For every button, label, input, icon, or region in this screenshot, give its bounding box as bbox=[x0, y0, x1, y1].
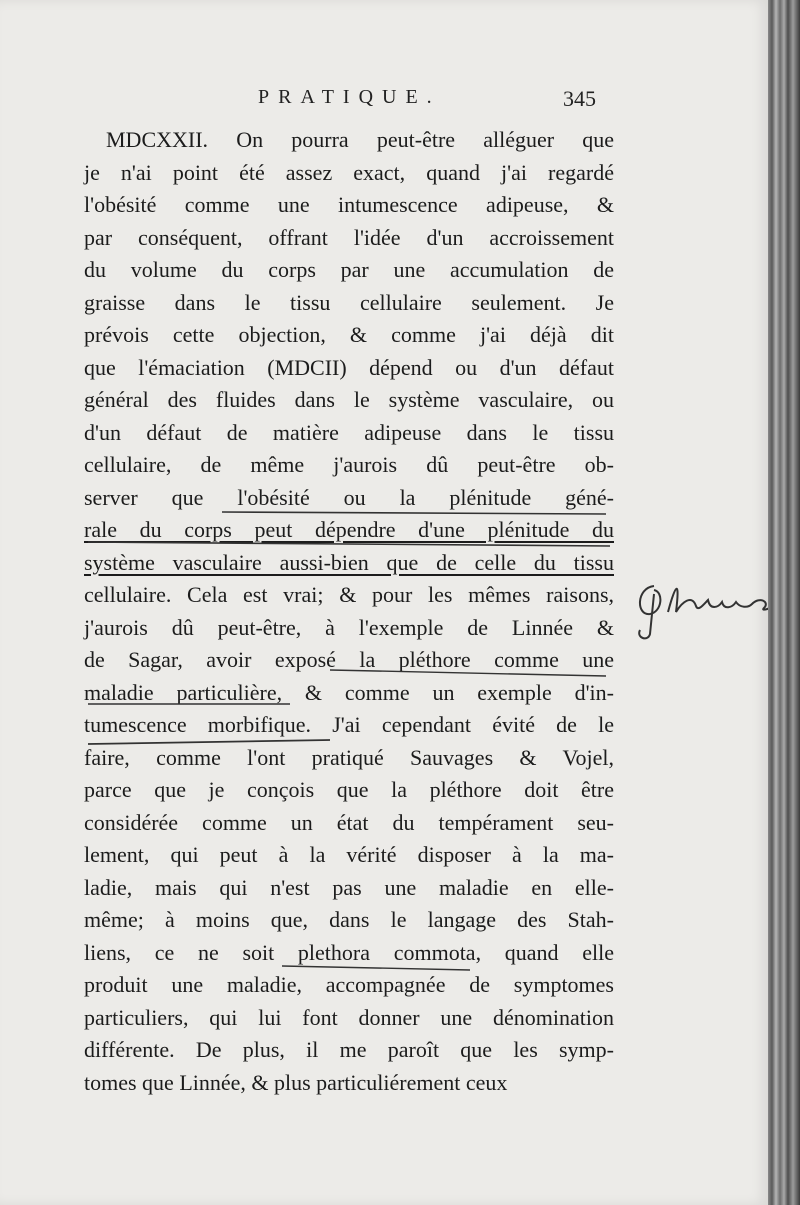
text-line: parce que je conçois que la pléthore doit être bbox=[84, 777, 614, 802]
page-number: 345 bbox=[563, 86, 596, 111]
text-line: ladie, mais qui n'est pas une maladie en elle- bbox=[84, 874, 614, 900]
text-line: par conséquent, offrant l'idée d'un accroissement bbox=[84, 224, 614, 250]
text-line: produit une maladie, accompagnée de symptomes bbox=[84, 972, 614, 997]
text-line: faire, comme l'ont pratiqué Sauvages & Vojel, bbox=[84, 744, 614, 770]
text-line: MDCXXII. On pourra peut-être alléguer que bbox=[106, 127, 614, 152]
text-line: tumescence morbifique. J'ai cependant évité de le bbox=[84, 712, 614, 737]
text-line: cellulaire. Cela est vrai; & pour les mêmes raisons, bbox=[84, 582, 614, 607]
text-line: j'aurois dû peut-être, à l'exemple de Linnée & bbox=[84, 614, 614, 640]
page-header bbox=[0, 86, 770, 118]
text-line: tomes que Linnée, & plus particuliérement ceux bbox=[84, 1069, 508, 1095]
text-line: prévois cette objection, & comme j'ai déjà dit bbox=[84, 322, 614, 347]
text-line: lement, qui peut à la vérité disposer à la ma- bbox=[84, 842, 614, 867]
handwriting-glyphs bbox=[632, 572, 782, 642]
text-line: même; à moins que, dans le langage des Stah- bbox=[84, 907, 614, 932]
underlined-text-line: rale du corps peut dépendre d'une plénitude du bbox=[84, 517, 614, 542]
text-line: maladie particulière, & comme un exemple d'in- bbox=[84, 679, 614, 705]
body-text bbox=[84, 124, 614, 1099]
handwritten-margin-note bbox=[632, 572, 782, 642]
text-line: du volume du corps par une accumulation de bbox=[84, 257, 614, 282]
text-line: différente. De plus, il me paroît que les symp- bbox=[84, 1037, 614, 1062]
text-line: cellulaire, de même j'aurois dû peut-être ob- bbox=[84, 452, 614, 477]
running-title: PRATIQUE. bbox=[258, 86, 441, 108]
book-spine bbox=[768, 0, 800, 1205]
text-line: général des fluides dans le système vasculaire, ou bbox=[84, 387, 614, 412]
text-line: de Sagar, avoir exposé la pléthore comme une bbox=[84, 647, 614, 672]
text-line: server que l'obésité ou la plénitude géné- bbox=[84, 484, 614, 510]
text-line: l'obésité comme une intumescence adipeuse, & bbox=[84, 192, 614, 217]
text-line: considérée comme un état du tempérament seu- bbox=[84, 809, 614, 835]
text-line: graisse dans le tissu cellulaire seulement. Je bbox=[84, 289, 614, 315]
text-line: je n'ai point été assez exact, quand j'ai regardé bbox=[84, 159, 614, 185]
text-line: d'un défaut de matière adipeuse dans le tissu bbox=[84, 419, 614, 445]
text-line: que l'émaciation (MDCII) dépend ou d'un défaut bbox=[84, 354, 614, 380]
underlined-text-line: système vasculaire aussi-bien que de celle du tissu bbox=[84, 549, 614, 575]
text-line: particuliers, qui lui font donner une dénomination bbox=[84, 1004, 614, 1030]
text-line: liens, ce ne soit plethora commota, quand elle bbox=[84, 939, 614, 965]
